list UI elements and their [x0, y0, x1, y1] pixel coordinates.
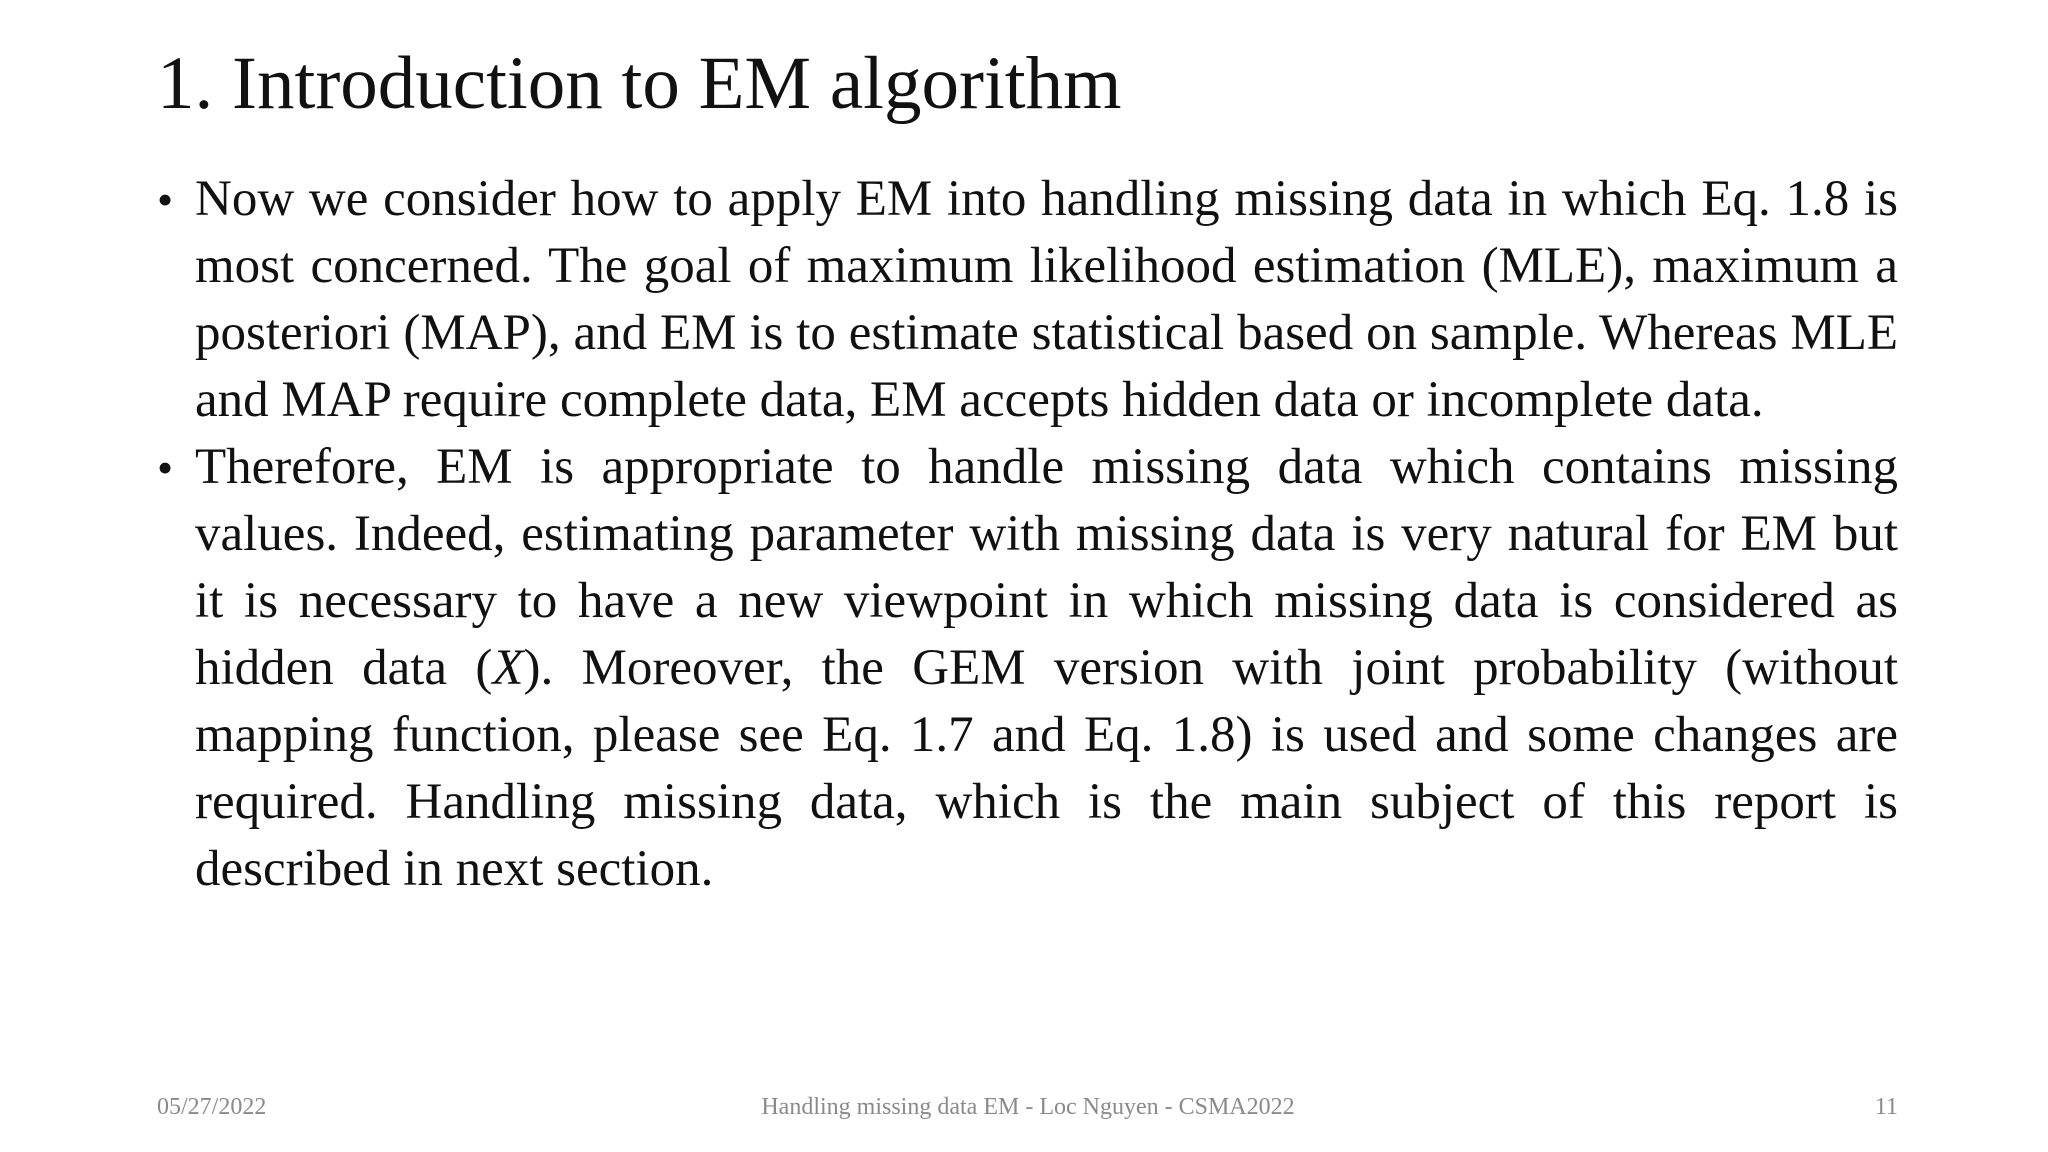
- footer-page-number: 11: [1874, 1094, 1898, 1120]
- bullet-text: Now we consider how to apply EM into handling missing data in which Eq. 1.8 is most concerned. The goal of maximum likelihood estimation (MLE), maximum a posteriori (MAP), and EM is to estimate statistical based on sample. Whereas MLE and MAP require complete data, EM accepts hidden data or incomplete data.: [195, 171, 1898, 428]
- bullet-item: [157, 434, 1898, 903]
- bullet-italic-variable: X: [492, 640, 524, 696]
- bullet-text-part: Therefore, EM is appropriate to handle missing data which contains missing values. Indeed, estimating parameter with missing data is very natural for EM but it is necessary to have a new viewpoint in which missing data is considered as hidden data (: [195, 439, 1898, 696]
- bullet-item: [157, 166, 1898, 434]
- bullet-list: [157, 166, 1898, 903]
- footer-title: Handling missing data EM - Loc Nguyen - CSMA2022: [761, 1094, 1295, 1120]
- footer-date: 05/27/2022: [157, 1094, 267, 1120]
- slide-title: 1. Introduction to EM algorithm: [157, 42, 1122, 125]
- bullet-dot-icon: •: [157, 174, 174, 225]
- bullet-text-part: ). Moreover, the GEM version with joint probability (without mapping function, please see Eq. 1.7 and Eq. 1.8) is used and some changes are required. Handling missing data, which is the main subject of this report is described in next section.: [195, 640, 1898, 897]
- bullet-dot-icon: •: [157, 442, 174, 493]
